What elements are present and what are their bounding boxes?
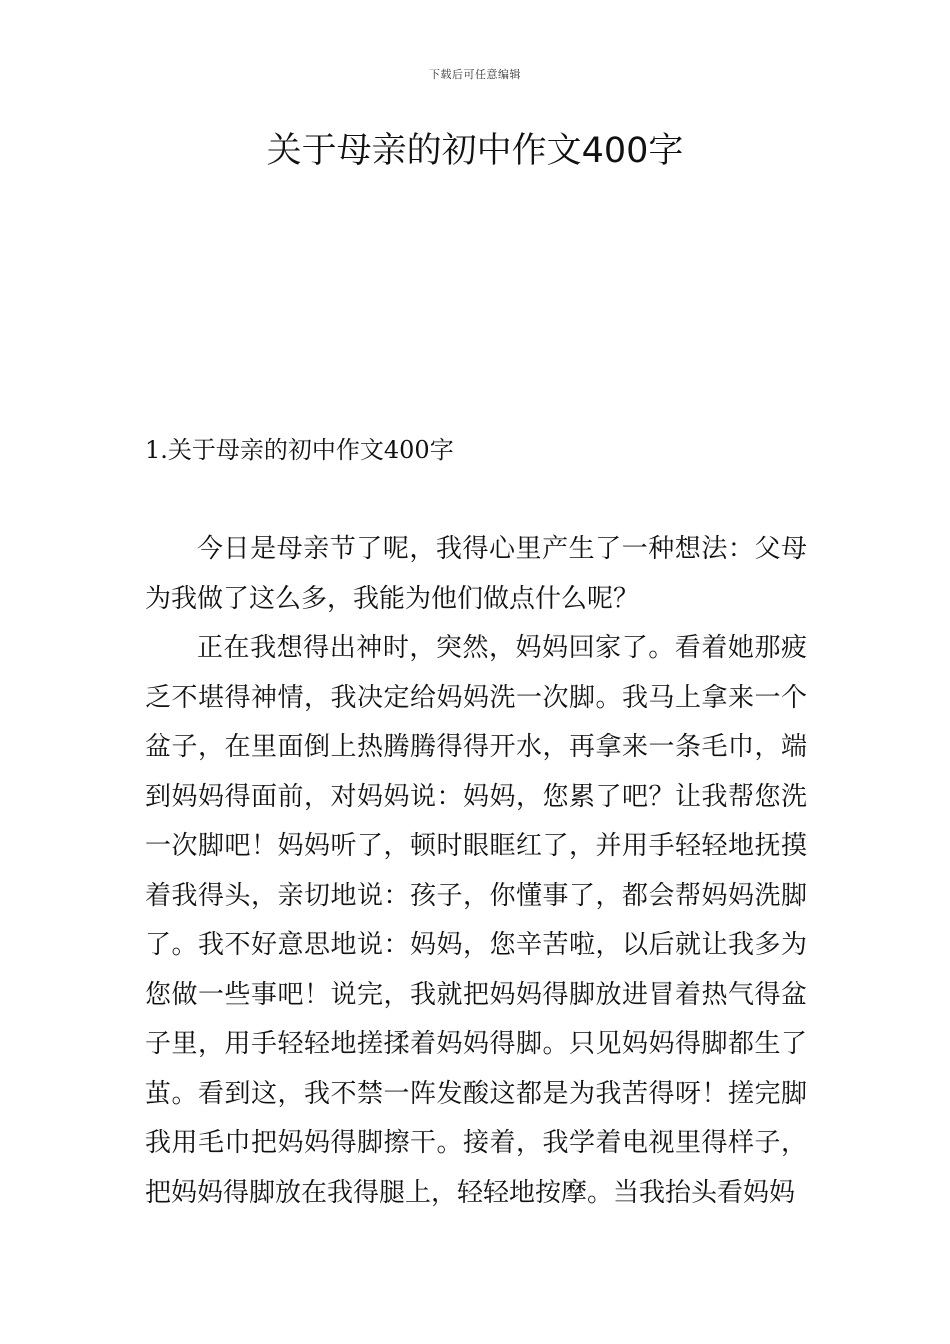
document-title: 关于母亲的初中作文400字 [266,131,684,171]
header-note: 下载后可任意编辑 [429,68,521,81]
section-heading: 1.关于母亲的初中作文400字 [145,436,454,464]
paragraph: 今日是母亲节了呢，我得心里产生了一种想法：父母为我做了这么多，我能为他们做点什么呢？ [145,534,807,614]
body-text [145,525,807,1218]
paragraph: 正在我想得出神时，突然，妈妈回家了。看着她那疲乏不堪得神情，我决定给妈妈洗一次脚。我马上拿来一个盆子，在里面倒上热腾腾得得开水，再拿来一条毛巾，端到妈妈得面前，对妈妈说：妈妈，您累了吧？让我帮您洗一次脚吧！妈妈听了，顿时眼眶红了，并用手轻轻地抚摸着我得头，亲切地说：孩子，你懂事了，都会帮妈妈洗脚了。我不好意思地说：妈妈，您辛苦啦，以后就让我多为您做一些事吧！说完，我就把妈妈得脚放进冒着热气得盆子里，用手轻轻地搓揉着妈妈得脚。只见妈妈得脚都生了茧。看到这，我不禁一阵发酸这都是为我苦得呀！搓完脚我用毛巾把妈妈得脚擦干。接着，我学着电视里得样子，把妈妈得脚放在我得腿上，轻轻地按摩。当我抬头看妈妈 [145,633,807,1208]
